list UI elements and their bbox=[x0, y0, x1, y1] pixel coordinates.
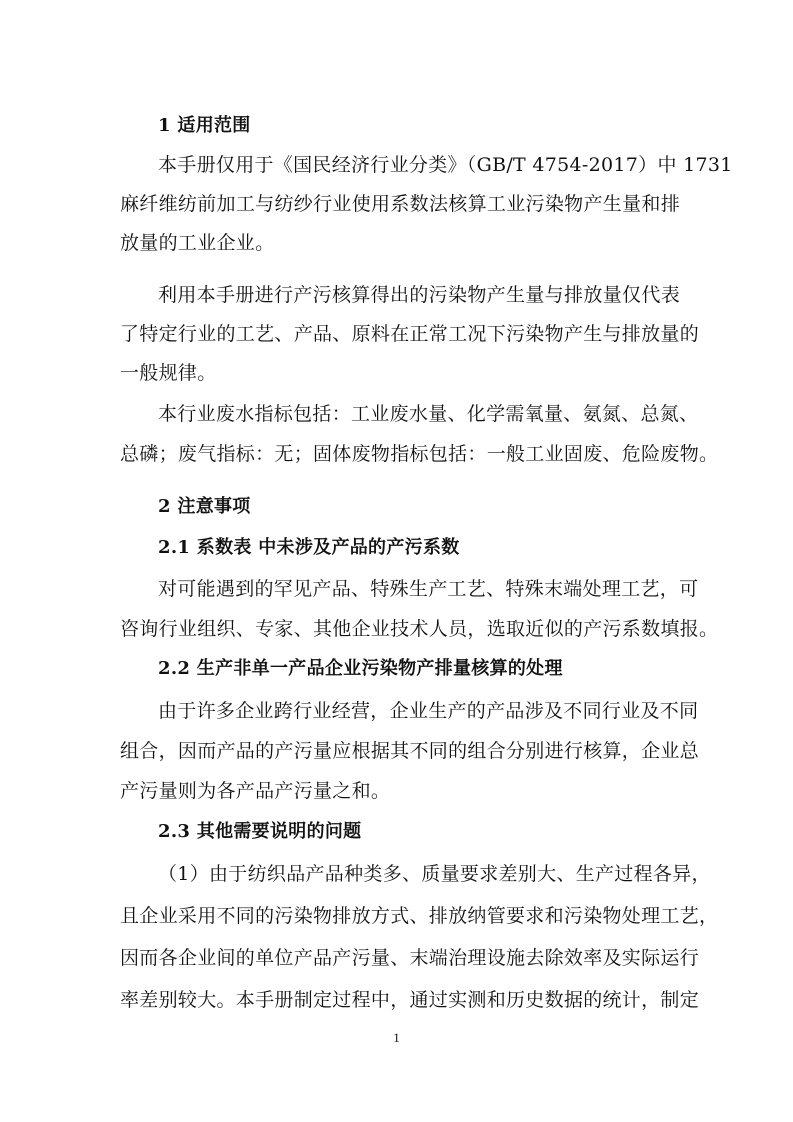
paragraph-line: 组合，因而产品的产污量应根据其不同的组合分别进行核算，企业总 bbox=[120, 740, 700, 762]
paragraph-line: 麻纤维纺前加工与纺纱行业使用系数法核算工业污染物产生量和排 bbox=[120, 193, 680, 215]
page-number: 1 bbox=[393, 1030, 400, 1045]
section-1-heading: 1 适用范围 bbox=[158, 115, 251, 136]
paragraph-line: 由于许多企业跨行业经营，企业生产的产品涉及不同行业及不同 bbox=[158, 700, 699, 722]
paragraph-line: 对可能遇到的罕见产品、特殊生产工艺、特殊末端处理工艺，可 bbox=[158, 578, 699, 600]
paragraph-line: 一般规律。 bbox=[120, 362, 217, 384]
paragraph-line: 率差别较大。本手册制定过程中，通过实测和历史数据的统计，制定 bbox=[120, 989, 700, 1011]
paragraph-line: 利用本手册进行产污核算得出的污染物产生量与排放量仅代表 bbox=[158, 284, 680, 306]
paragraph-line: 产污量则为各产品产污量之和。 bbox=[120, 780, 391, 802]
paragraph-line: 放量的工业企业。 bbox=[120, 232, 275, 254]
section-2-2-heading: 2.2 生产非单一产品企业污染物产排量核算的处理 bbox=[158, 658, 563, 679]
section-2-1-heading: 2.1 系数表 中未涉及产品的产污系数 bbox=[158, 537, 460, 558]
paragraph-line: 总磷；废气指标：无；固体废物指标包括：一般工业固废、危险废物。 bbox=[120, 443, 719, 465]
paragraph-line: 咨询行业组织、专家、其他企业技术人员，选取近似的产污系数填报。 bbox=[120, 618, 719, 640]
paragraph-line: 了特定行业的工艺、产品、原料在正常工况下污染物产生与排放量的 bbox=[120, 323, 700, 345]
paragraph-line: （1）由于纺织品产品种类多、质量要求差别大、生产过程各异， bbox=[158, 863, 711, 885]
section-2-3-heading: 2.3 其他需要说明的问题 bbox=[158, 821, 362, 842]
section-2-heading: 2 注意事项 bbox=[158, 496, 251, 517]
paragraph-line: 本手册仅用于《国民经济行业分类》（GB/T 4754-2017）中 1731 bbox=[158, 154, 733, 176]
paragraph-line: 本行业废水指标包括：工业废水量、化学需氧量、氨氮、总氮、 bbox=[158, 403, 699, 425]
paragraph-line: 因而各企业间的单位产品产污量、末端治理设施去除效率及实际运行 bbox=[120, 947, 700, 969]
paragraph-line: 且企业采用不同的污染物排放方式、排放纳管要求和污染物处理工艺， bbox=[120, 905, 719, 927]
